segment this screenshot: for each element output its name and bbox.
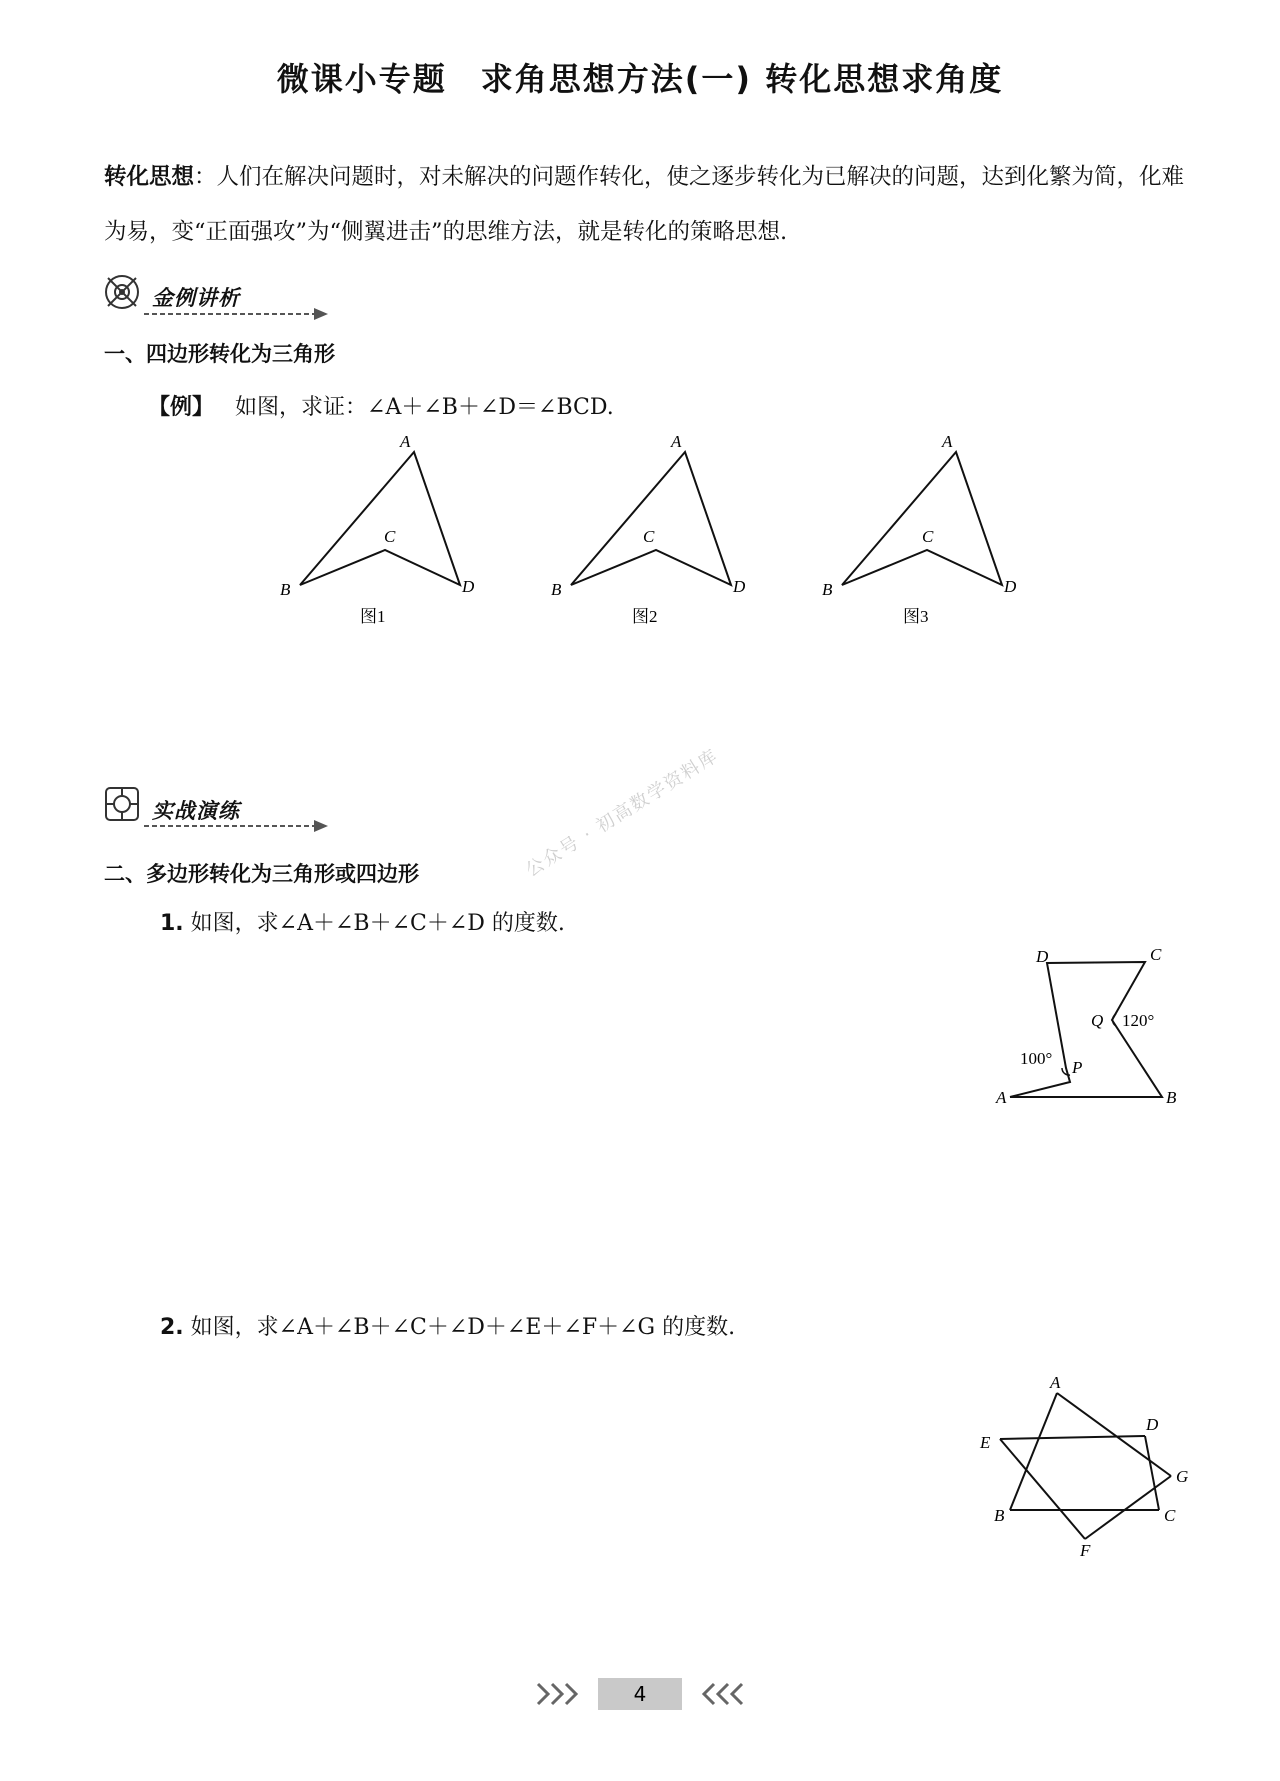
- figure-3-label-a: A: [942, 432, 953, 451]
- q2-label-c: C: [1164, 1506, 1176, 1525]
- figure-3: [822, 432, 1017, 626]
- figure-1-label-c: C: [384, 527, 396, 546]
- question-2-figure: [960, 1360, 1210, 1560]
- q2-label-g: G: [1176, 1467, 1189, 1486]
- figure-2-caption: 图2: [632, 607, 658, 626]
- figure-1-label-d: D: [462, 577, 475, 596]
- question-2-number: 2.: [160, 1315, 184, 1340]
- section2-heading: 二、多边形转化为三角形或四边形: [104, 862, 419, 886]
- figure-1-shape: [300, 452, 460, 585]
- figure-2-label-c: C: [643, 527, 655, 546]
- figure-1-label-a: A: [400, 432, 411, 451]
- question-2: [160, 1310, 735, 1341]
- intro-text: ：人们在解决问题时，对未解决的问题作转化，使之逐步转化为已解决的问题，达到化繁为简，化难为易，变“正面强攻”为“侧翼进击”的思维方法，就是转化的策略思想.: [104, 164, 1185, 245]
- q1-angle-p: 100°: [1020, 1049, 1053, 1068]
- figure-3-label-d: D: [1004, 577, 1017, 596]
- figure-1: [280, 432, 475, 626]
- q1-label-d: D: [1036, 947, 1049, 966]
- example-line: [148, 390, 614, 421]
- question-1-figure: [980, 940, 1210, 1120]
- example-text: 如图，求证：∠A＋∠B＋∠D＝∠BCD.: [235, 395, 614, 420]
- figure-3-caption: 图3: [903, 607, 929, 626]
- q2-label-a: A: [1050, 1373, 1061, 1392]
- q1-label-p: P: [1072, 1058, 1083, 1077]
- section1-heading: 一、四边形转化为三角形: [104, 342, 335, 366]
- question-1: [160, 906, 565, 937]
- figure-1-label-b: B: [280, 580, 291, 599]
- q2-label-f: F: [1080, 1541, 1091, 1560]
- figure-2-label-b: B: [551, 580, 562, 599]
- watermark: 公众号 · 初高数学资料库: [522, 745, 723, 882]
- figure-3-shape: [842, 452, 1002, 585]
- page-number: 4: [633, 1682, 647, 1706]
- example-figures: [270, 430, 1030, 630]
- question-1-number: 1.: [160, 911, 184, 936]
- question-2-text: 如图，求∠A＋∠B＋∠C＋∠D＋∠E＋∠F＋∠G 的度数.: [190, 1315, 736, 1340]
- figure-3-label-b: B: [822, 580, 833, 599]
- example-tag: 【例】: [148, 395, 215, 420]
- figure-2: [551, 432, 746, 626]
- q1-angle-q: 120°: [1122, 1011, 1155, 1030]
- question-1-text: 如图，求∠A＋∠B＋∠C＋∠D 的度数.: [190, 911, 565, 936]
- figure-1-caption: 图1: [360, 607, 386, 626]
- q2-label-d: D: [1146, 1415, 1159, 1434]
- q1-label-c: C: [1150, 945, 1162, 964]
- figure-2-label-a: A: [671, 432, 682, 451]
- figure-2-shape: [571, 452, 731, 585]
- intro-paragraph: [104, 150, 1194, 260]
- figure-3-label-c: C: [922, 527, 934, 546]
- section-badge-label: 金例讲析: [152, 286, 240, 310]
- figure-2-label-d: D: [733, 577, 746, 596]
- q2-label-b: B: [994, 1506, 1005, 1525]
- page-number-bar: [0, 1676, 1280, 1716]
- q1-label-a: A: [996, 1088, 1007, 1107]
- page-number-decoration: [530, 1676, 750, 1712]
- intro-term: 转化思想: [104, 164, 195, 190]
- q1-label-q: Q: [1091, 1011, 1104, 1030]
- q2-label-e: E: [980, 1433, 991, 1452]
- page-title: 微课小专题 求角思想方法(一) 转化思想求角度: [276, 60, 1004, 98]
- q1-label-b: B: [1166, 1088, 1177, 1107]
- section-badge-label: 实战演练: [152, 799, 240, 823]
